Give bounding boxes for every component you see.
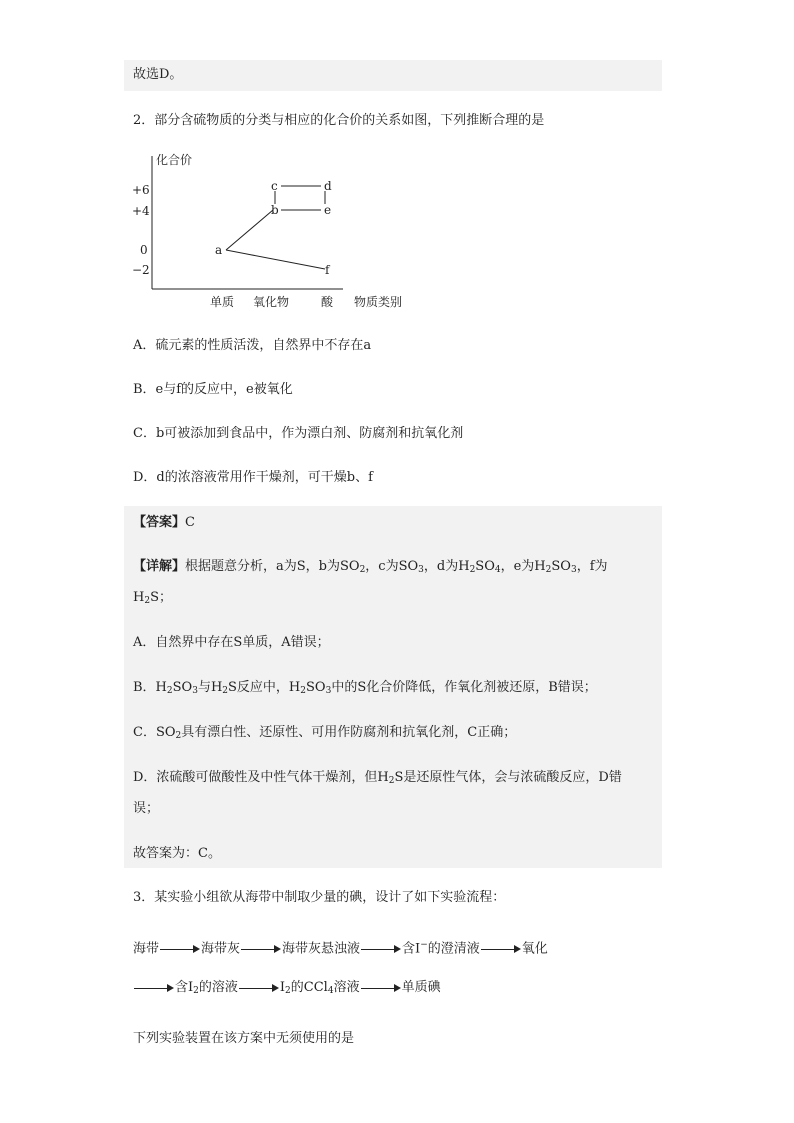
sub: 2 — [285, 986, 291, 996]
arrow-icon — [361, 944, 401, 954]
detail-text: ，c为SO — [365, 559, 419, 574]
detail-text: H — [133, 590, 145, 605]
detail-text: 根据题意分析，a为S，b为SO — [185, 559, 360, 574]
detail-text: 与H — [197, 680, 223, 695]
solution-block-top — [124, 60, 662, 91]
detail-text: S反应中，H — [228, 680, 301, 695]
sub: 3 — [325, 686, 332, 696]
sub: 2 — [166, 686, 173, 696]
detail-text: D．浓硫酸可做酸性及中性气体干燥剂，但H — [133, 770, 389, 785]
arrow-icon — [241, 944, 281, 954]
detail-text: 中的S化合价降低，作氧化剂被还原，B错误； — [331, 680, 597, 695]
question-3-prompt: 下列实验装置在该方案中无须使用的是 — [133, 1031, 355, 1046]
arrow-icon — [481, 944, 521, 954]
point-f: f — [325, 263, 330, 277]
line-a-f — [226, 250, 325, 269]
flow-step: 的CCl — [290, 980, 328, 995]
sub: 3 — [192, 686, 198, 696]
question-3-stem: 3．某实验小组欲从海带中制取少量的碘，设计了如下实验流程： — [133, 890, 506, 905]
sub: 4 — [327, 986, 334, 996]
detail-text: ，e为H — [500, 559, 546, 574]
detail-tag: 【详解】 — [133, 559, 186, 574]
sub: 2 — [469, 565, 476, 575]
point-c: c — [271, 179, 278, 193]
flow-line-1 — [133, 936, 548, 958]
line-a-b — [226, 210, 273, 250]
flow-step: 海带灰悬浊液 — [282, 941, 361, 957]
sub: 2 — [222, 686, 229, 696]
detail-text: SO — [551, 559, 571, 574]
detail-text: SO — [475, 559, 495, 574]
final-answer: 故答案为：C。 — [133, 846, 221, 861]
sub: 2 — [193, 986, 199, 996]
flow-step: 的溶液 — [198, 980, 238, 995]
flow-step: 含I — [402, 941, 421, 957]
question-2-stem: 2．部分含硫物质的分类与相应的化合价的关系如图，下列推断合理的是 — [133, 113, 545, 128]
arrow-icon — [239, 983, 279, 993]
conclusion-prev: 故选D。 — [133, 67, 183, 82]
answer-tag: 【答案】 — [133, 515, 186, 530]
detail-option-a: A．自然界中存在S单质，A错误； — [133, 635, 330, 650]
flow-step: 海带 — [133, 941, 160, 957]
sup: − — [420, 940, 428, 950]
detail-text: SO — [172, 680, 193, 695]
ytick-neg2: −2 — [132, 263, 150, 277]
answer-line — [133, 514, 195, 532]
point-d: d — [324, 179, 332, 193]
sub: 2 — [175, 731, 182, 741]
sub: 2 — [388, 776, 395, 786]
flow-line-2 — [133, 979, 441, 997]
xtick-oxide: 氧化物 — [253, 295, 290, 309]
option-a: A．硫元素的性质活泼，自然界中不存在a — [133, 338, 372, 353]
detail-text: S； — [150, 590, 172, 605]
sub: 2 — [300, 686, 306, 696]
detail-text: B．H — [133, 680, 167, 695]
detail-text: SO — [306, 680, 326, 695]
flow-step: 含I — [175, 980, 194, 995]
point-e: e — [324, 203, 332, 217]
detail-text: ，d为H — [423, 559, 470, 574]
sub: 3 — [570, 565, 577, 575]
option-c: C．b可被添加到食品中，作为漂白剂、防腐剂和抗氧化剂 — [133, 426, 464, 441]
sub: 4 — [494, 565, 501, 575]
detail-option-d-cont: 误； — [133, 801, 160, 816]
flow-step: 单质碘 — [401, 980, 441, 995]
detail-line-2 — [133, 589, 172, 607]
detail-option-c — [133, 724, 516, 742]
answer-value: C — [185, 515, 195, 530]
ytick-6: +6 — [132, 183, 150, 197]
y-axis-label: 化合价 — [156, 153, 193, 167]
xtick-acid: 酸 — [321, 295, 334, 309]
point-a: a — [215, 243, 223, 257]
detail-option-d — [133, 769, 622, 787]
ytick-0: 0 — [140, 243, 148, 257]
valence-chart — [128, 148, 428, 313]
arrow-icon — [134, 983, 174, 993]
sub: 2 — [545, 565, 552, 575]
x-axis-label: 物质类别 — [354, 295, 403, 309]
detail-text: C．SO — [133, 725, 176, 740]
sub: 3 — [418, 565, 424, 575]
ytick-4: +4 — [132, 204, 150, 218]
option-b: B．e与f的反应中，e被氧化 — [133, 382, 293, 397]
sub: 2 — [144, 596, 151, 606]
flow-step: 溶液 — [333, 980, 360, 995]
sub: 2 — [359, 565, 366, 575]
flow-step: 氧化 — [521, 941, 548, 957]
detail-text: S是还原性气体，会与浓硫酸反应，D错 — [394, 770, 622, 785]
arrow-icon — [160, 944, 200, 954]
xtick-element: 单质 — [210, 295, 235, 309]
flow-step: 海带灰 — [201, 941, 241, 957]
detail-text: 具有漂白性、还原性、可用作防腐剂和抗氧化剂，C正确； — [181, 725, 517, 740]
detail-option-b — [133, 679, 597, 697]
flow-step: I — [279, 980, 286, 995]
arrow-icon — [361, 983, 401, 993]
option-d: D．d的浓溶液常用作干燥剂，可干燥b、f — [133, 470, 373, 485]
detail-text: ，f为 — [576, 559, 608, 574]
point-b: b — [271, 203, 279, 217]
flow-step: 的澄清液 — [427, 941, 480, 957]
detail-line-1 — [133, 558, 608, 576]
